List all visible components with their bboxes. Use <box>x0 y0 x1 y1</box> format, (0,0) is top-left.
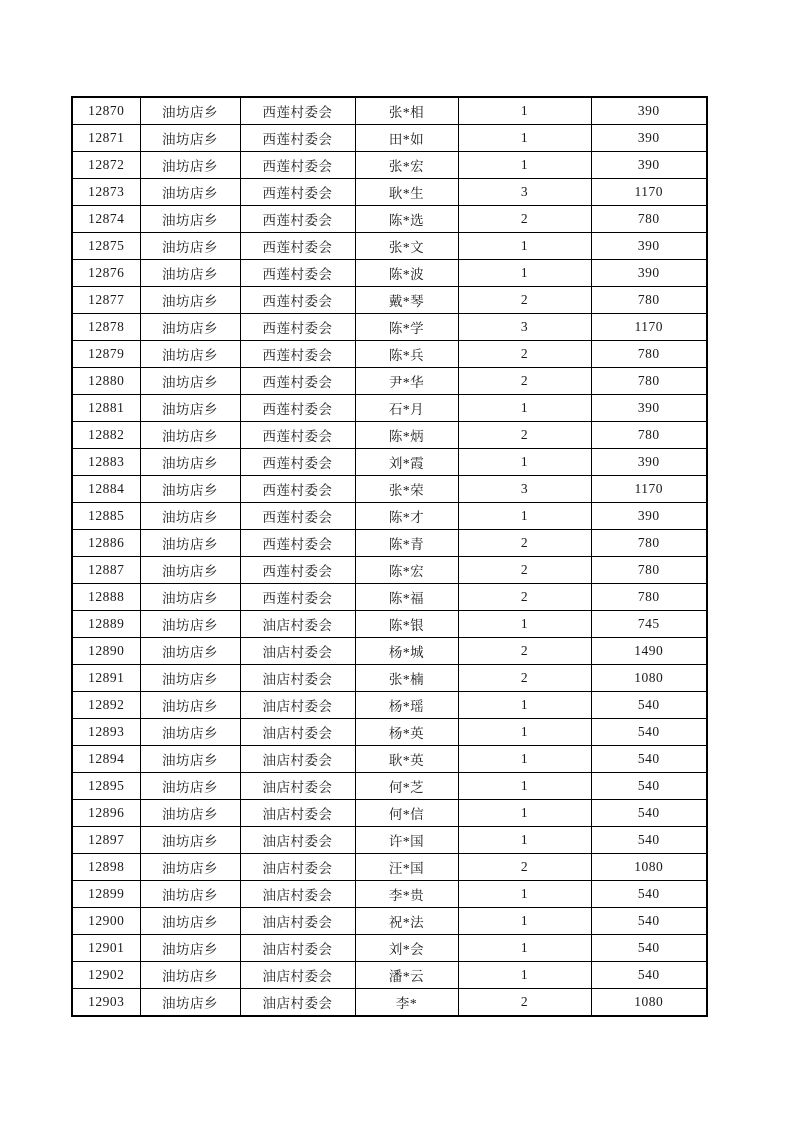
table-row <box>72 773 707 800</box>
cell-village-committee: 油店村委会 <box>240 719 355 746</box>
table-row <box>72 908 707 935</box>
cell-serial-number: 12886 <box>72 530 140 557</box>
cell-township: 油坊店乡 <box>140 233 240 260</box>
cell-count: 1 <box>458 233 591 260</box>
cell-count: 2 <box>458 341 591 368</box>
table-row <box>72 314 707 341</box>
cell-village-committee: 西莲村委会 <box>240 395 355 422</box>
table-row <box>72 530 707 557</box>
cell-serial-number: 12885 <box>72 503 140 530</box>
cell-serial-number: 12881 <box>72 395 140 422</box>
table-row <box>72 422 707 449</box>
table-row <box>72 881 707 908</box>
cell-village-committee: 西莲村委会 <box>240 476 355 503</box>
cell-township: 油坊店乡 <box>140 962 240 989</box>
cell-village-committee: 西莲村委会 <box>240 557 355 584</box>
cell-name: 陈*波 <box>355 260 458 287</box>
table-row <box>72 97 707 125</box>
cell-name: 李*贵 <box>355 881 458 908</box>
cell-village-committee: 西莲村委会 <box>240 422 355 449</box>
table-row <box>72 503 707 530</box>
cell-township: 油坊店乡 <box>140 287 240 314</box>
cell-township: 油坊店乡 <box>140 557 240 584</box>
table-row <box>72 854 707 881</box>
cell-township: 油坊店乡 <box>140 395 240 422</box>
cell-serial-number: 12878 <box>72 314 140 341</box>
cell-count: 1 <box>458 97 591 125</box>
cell-village-committee: 油店村委会 <box>240 962 355 989</box>
cell-village-committee: 油店村委会 <box>240 773 355 800</box>
cell-serial-number: 12873 <box>72 179 140 206</box>
cell-township: 油坊店乡 <box>140 719 240 746</box>
cell-amount: 780 <box>591 368 707 395</box>
cell-name: 许*国 <box>355 827 458 854</box>
table-row <box>72 260 707 287</box>
table-row <box>72 989 707 1017</box>
cell-village-committee: 油店村委会 <box>240 746 355 773</box>
cell-count: 1 <box>458 962 591 989</box>
cell-name: 尹*华 <box>355 368 458 395</box>
table-row <box>72 368 707 395</box>
cell-count: 2 <box>458 422 591 449</box>
cell-amount: 540 <box>591 908 707 935</box>
table-row <box>72 395 707 422</box>
cell-count: 2 <box>458 287 591 314</box>
cell-village-committee: 油店村委会 <box>240 908 355 935</box>
cell-count: 2 <box>458 368 591 395</box>
cell-name: 耿*英 <box>355 746 458 773</box>
cell-name: 陈*福 <box>355 584 458 611</box>
cell-amount: 540 <box>591 773 707 800</box>
cell-name: 耿*生 <box>355 179 458 206</box>
cell-count: 1 <box>458 125 591 152</box>
table-row <box>72 719 707 746</box>
cell-village-committee: 西莲村委会 <box>240 206 355 233</box>
cell-count: 1 <box>458 881 591 908</box>
cell-serial-number: 12891 <box>72 665 140 692</box>
cell-name: 何*芝 <box>355 773 458 800</box>
cell-township: 油坊店乡 <box>140 125 240 152</box>
table-row <box>72 287 707 314</box>
cell-village-committee: 西莲村委会 <box>240 503 355 530</box>
table-row <box>72 206 707 233</box>
cell-serial-number: 12895 <box>72 773 140 800</box>
cell-township: 油坊店乡 <box>140 206 240 233</box>
cell-name: 张*相 <box>355 97 458 125</box>
cell-village-committee: 油店村委会 <box>240 854 355 881</box>
cell-serial-number: 12894 <box>72 746 140 773</box>
cell-serial-number: 12890 <box>72 638 140 665</box>
cell-amount: 780 <box>591 584 707 611</box>
cell-count: 1 <box>458 260 591 287</box>
cell-count: 3 <box>458 179 591 206</box>
table-row <box>72 800 707 827</box>
table-row <box>72 476 707 503</box>
cell-village-committee: 西莲村委会 <box>240 260 355 287</box>
cell-serial-number: 12879 <box>72 341 140 368</box>
cell-village-committee: 西莲村委会 <box>240 97 355 125</box>
cell-serial-number: 12870 <box>72 97 140 125</box>
cell-count: 1 <box>458 503 591 530</box>
cell-count: 1 <box>458 827 591 854</box>
cell-name: 刘*会 <box>355 935 458 962</box>
cell-amount: 1080 <box>591 989 707 1017</box>
table-row <box>72 449 707 476</box>
cell-village-committee: 油店村委会 <box>240 692 355 719</box>
cell-name: 杨*英 <box>355 719 458 746</box>
records-table-body <box>72 97 707 1016</box>
cell-serial-number: 12888 <box>72 584 140 611</box>
cell-village-committee: 油店村委会 <box>240 989 355 1017</box>
cell-count: 2 <box>458 989 591 1017</box>
table-row <box>72 584 707 611</box>
cell-count: 1 <box>458 692 591 719</box>
cell-village-committee: 油店村委会 <box>240 827 355 854</box>
cell-count: 2 <box>458 557 591 584</box>
cell-name: 陈*兵 <box>355 341 458 368</box>
cell-village-committee: 油店村委会 <box>240 638 355 665</box>
cell-township: 油坊店乡 <box>140 179 240 206</box>
cell-name: 潘*云 <box>355 962 458 989</box>
cell-township: 油坊店乡 <box>140 665 240 692</box>
cell-count: 1 <box>458 935 591 962</box>
cell-amount: 390 <box>591 125 707 152</box>
cell-amount: 540 <box>591 935 707 962</box>
cell-village-committee: 油店村委会 <box>240 665 355 692</box>
cell-count: 3 <box>458 314 591 341</box>
table-row <box>72 746 707 773</box>
cell-amount: 780 <box>591 287 707 314</box>
cell-name: 陈*选 <box>355 206 458 233</box>
cell-serial-number: 12900 <box>72 908 140 935</box>
table-row <box>72 611 707 638</box>
cell-amount: 540 <box>591 800 707 827</box>
cell-count: 3 <box>458 476 591 503</box>
cell-amount: 780 <box>591 422 707 449</box>
cell-village-committee: 西莲村委会 <box>240 584 355 611</box>
records-table <box>71 96 708 1017</box>
cell-count: 2 <box>458 530 591 557</box>
cell-count: 2 <box>458 638 591 665</box>
cell-township: 油坊店乡 <box>140 800 240 827</box>
cell-township: 油坊店乡 <box>140 881 240 908</box>
cell-amount: 1170 <box>591 179 707 206</box>
cell-serial-number: 12903 <box>72 989 140 1017</box>
cell-serial-number: 12884 <box>72 476 140 503</box>
cell-serial-number: 12882 <box>72 422 140 449</box>
cell-serial-number: 12887 <box>72 557 140 584</box>
cell-name: 陈*宏 <box>355 557 458 584</box>
table-row <box>72 341 707 368</box>
cell-village-committee: 西莲村委会 <box>240 179 355 206</box>
cell-name: 陈*青 <box>355 530 458 557</box>
cell-serial-number: 12875 <box>72 233 140 260</box>
cell-township: 油坊店乡 <box>140 854 240 881</box>
cell-township: 油坊店乡 <box>140 827 240 854</box>
cell-township: 油坊店乡 <box>140 584 240 611</box>
cell-amount: 390 <box>591 233 707 260</box>
cell-village-committee: 西莲村委会 <box>240 314 355 341</box>
cell-township: 油坊店乡 <box>140 935 240 962</box>
cell-serial-number: 12897 <box>72 827 140 854</box>
cell-name: 陈*才 <box>355 503 458 530</box>
cell-amount: 540 <box>591 692 707 719</box>
cell-serial-number: 12889 <box>72 611 140 638</box>
cell-count: 2 <box>458 206 591 233</box>
cell-village-committee: 西莲村委会 <box>240 449 355 476</box>
cell-amount: 780 <box>591 530 707 557</box>
cell-amount: 745 <box>591 611 707 638</box>
table-row <box>72 827 707 854</box>
cell-serial-number: 12874 <box>72 206 140 233</box>
cell-amount: 390 <box>591 449 707 476</box>
cell-serial-number: 12901 <box>72 935 140 962</box>
cell-count: 1 <box>458 152 591 179</box>
cell-name: 田*如 <box>355 125 458 152</box>
cell-amount: 390 <box>591 97 707 125</box>
cell-amount: 1170 <box>591 476 707 503</box>
cell-amount: 540 <box>591 719 707 746</box>
table-row <box>72 665 707 692</box>
cell-township: 油坊店乡 <box>140 314 240 341</box>
cell-serial-number: 12877 <box>72 287 140 314</box>
cell-village-committee: 西莲村委会 <box>240 530 355 557</box>
cell-amount: 390 <box>591 152 707 179</box>
cell-serial-number: 12880 <box>72 368 140 395</box>
cell-serial-number: 12872 <box>72 152 140 179</box>
cell-township: 油坊店乡 <box>140 368 240 395</box>
cell-township: 油坊店乡 <box>140 341 240 368</box>
cell-township: 油坊店乡 <box>140 746 240 773</box>
cell-amount: 540 <box>591 746 707 773</box>
cell-township: 油坊店乡 <box>140 611 240 638</box>
cell-count: 2 <box>458 854 591 881</box>
cell-township: 油坊店乡 <box>140 449 240 476</box>
cell-count: 2 <box>458 665 591 692</box>
cell-count: 1 <box>458 395 591 422</box>
cell-township: 油坊店乡 <box>140 152 240 179</box>
cell-township: 油坊店乡 <box>140 908 240 935</box>
cell-serial-number: 12892 <box>72 692 140 719</box>
cell-township: 油坊店乡 <box>140 260 240 287</box>
cell-serial-number: 12902 <box>72 962 140 989</box>
cell-amount: 1170 <box>591 314 707 341</box>
cell-amount: 1490 <box>591 638 707 665</box>
table-row <box>72 179 707 206</box>
table-row <box>72 935 707 962</box>
cell-amount: 390 <box>591 395 707 422</box>
cell-name: 杨*城 <box>355 638 458 665</box>
cell-township: 油坊店乡 <box>140 638 240 665</box>
cell-serial-number: 12893 <box>72 719 140 746</box>
cell-village-committee: 油店村委会 <box>240 800 355 827</box>
cell-amount: 390 <box>591 260 707 287</box>
cell-village-committee: 西莲村委会 <box>240 233 355 260</box>
cell-village-committee: 西莲村委会 <box>240 341 355 368</box>
table-row <box>72 125 707 152</box>
cell-name: 石*月 <box>355 395 458 422</box>
cell-name: 张*楠 <box>355 665 458 692</box>
cell-count: 1 <box>458 908 591 935</box>
cell-village-committee: 西莲村委会 <box>240 368 355 395</box>
cell-village-committee: 西莲村委会 <box>240 287 355 314</box>
cell-name: 杨*瑶 <box>355 692 458 719</box>
cell-township: 油坊店乡 <box>140 97 240 125</box>
table-row <box>72 692 707 719</box>
cell-village-committee: 油店村委会 <box>240 611 355 638</box>
cell-township: 油坊店乡 <box>140 476 240 503</box>
cell-name: 汪*国 <box>355 854 458 881</box>
cell-name: 张*文 <box>355 233 458 260</box>
cell-serial-number: 12876 <box>72 260 140 287</box>
cell-amount: 540 <box>591 962 707 989</box>
cell-amount: 1080 <box>591 665 707 692</box>
cell-amount: 780 <box>591 557 707 584</box>
cell-name: 陈*学 <box>355 314 458 341</box>
cell-amount: 1080 <box>591 854 707 881</box>
cell-amount: 540 <box>591 881 707 908</box>
cell-village-committee: 西莲村委会 <box>240 125 355 152</box>
table-row <box>72 962 707 989</box>
cell-name: 戴*琴 <box>355 287 458 314</box>
cell-serial-number: 12896 <box>72 800 140 827</box>
cell-count: 1 <box>458 719 591 746</box>
cell-serial-number: 12883 <box>72 449 140 476</box>
cell-name: 张*荣 <box>355 476 458 503</box>
cell-name: 陈*炳 <box>355 422 458 449</box>
cell-township: 油坊店乡 <box>140 422 240 449</box>
cell-village-committee: 油店村委会 <box>240 935 355 962</box>
cell-serial-number: 12899 <box>72 881 140 908</box>
cell-name: 陈*银 <box>355 611 458 638</box>
cell-amount: 780 <box>591 206 707 233</box>
cell-count: 1 <box>458 800 591 827</box>
cell-township: 油坊店乡 <box>140 773 240 800</box>
cell-count: 1 <box>458 611 591 638</box>
cell-serial-number: 12871 <box>72 125 140 152</box>
table-row <box>72 152 707 179</box>
cell-amount: 390 <box>591 503 707 530</box>
cell-count: 2 <box>458 584 591 611</box>
cell-amount: 780 <box>591 341 707 368</box>
cell-township: 油坊店乡 <box>140 989 240 1017</box>
cell-name: 李* <box>355 989 458 1017</box>
cell-amount: 540 <box>591 827 707 854</box>
cell-count: 1 <box>458 773 591 800</box>
cell-township: 油坊店乡 <box>140 503 240 530</box>
table-row <box>72 638 707 665</box>
cell-village-committee: 西莲村委会 <box>240 152 355 179</box>
cell-name: 张*宏 <box>355 152 458 179</box>
cell-name: 刘*霞 <box>355 449 458 476</box>
cell-count: 1 <box>458 449 591 476</box>
cell-name: 祝*法 <box>355 908 458 935</box>
cell-name: 何*信 <box>355 800 458 827</box>
cell-township: 油坊店乡 <box>140 692 240 719</box>
cell-village-committee: 油店村委会 <box>240 881 355 908</box>
table-row <box>72 233 707 260</box>
cell-serial-number: 12898 <box>72 854 140 881</box>
table-row <box>72 557 707 584</box>
cell-count: 1 <box>458 746 591 773</box>
cell-township: 油坊店乡 <box>140 530 240 557</box>
